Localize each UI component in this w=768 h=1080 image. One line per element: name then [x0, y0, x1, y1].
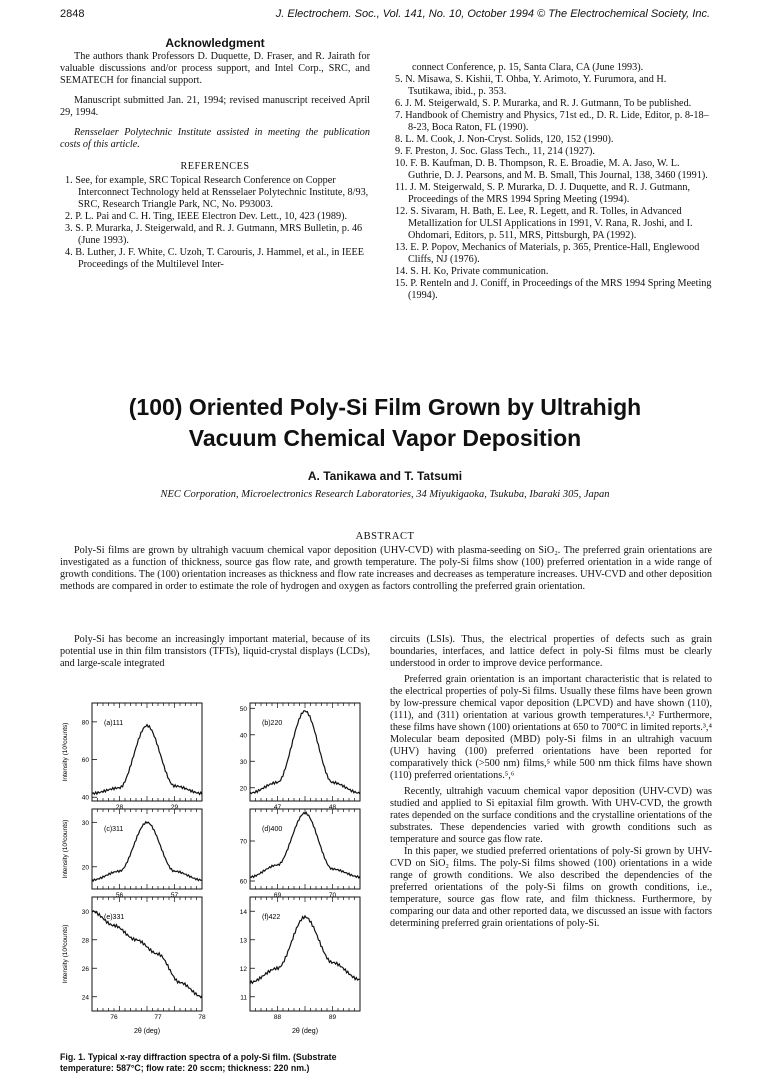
abstract-text: Poly-Si films are grown by ultrahigh vacuum chemical vapor deposition (UHV-CVD) with plasma-seeding on SiO₂. The preferred grain orientations are investigated as a function of thickness, source gas flow rate, and growth temperature. The poly-Si films show (100) preferred orientation in a wide range of growth conditions. The (100) orientation increases as thickness and flow rate increases and decreases as temperature increases. UHV-CVD and other deposition methods are compared in order to estimate the role of hydrogen and oxygen as factors controlling the preferred grain orientation.	[60, 545, 712, 592]
diffraction-curve	[92, 911, 202, 998]
y-tick-label: 11	[240, 994, 247, 1002]
body-paragraph: In this paper, we studied preferred orientations of poly-Si grown by UHV-CVD on SiO₂ films. The poly-Si films showed (100) orientations in a wide range of growth conditions. We also described the dependencies of the preferred orientations of the poly-Si films on growth conditions, i.e., temperature, source gas flow rate, and film thickness. Furthermore, by comparing our data and other reported data, we discussed an issue with factors determining preferred grain orientations of poly-Si.	[390, 846, 712, 929]
diffraction-curve	[250, 916, 360, 984]
diffraction-curve	[250, 812, 360, 878]
panel-label: (e)331	[104, 914, 125, 921]
panel-frame	[92, 703, 202, 801]
acknowledgment-text: The authors thank Professors D. Duquette, D. Fraser, and R. Jairath for valuable discussions and/or process support, and Intel Corp., SRC, and SEMATECH for financial support.	[60, 51, 370, 86]
publication-costs: Rensselaer Polytechnic Institute assisted in meeting the publication costs of this article.	[60, 127, 370, 150]
right-top-column	[390, 62, 712, 302]
y-tick-label: 13	[239, 937, 247, 945]
title-line-1: (100) Oriented Poly-Si Film Grown by Ultrahigh	[128, 394, 642, 420]
y-tick-label: 60	[239, 878, 247, 886]
x-tick-label: 69	[273, 892, 282, 899]
reference-item: 4. B. Luther, J. F. White, C. Uzoh, T. Carouris, J. Hammel, et al., in IEEE Proceedings of the Multilevel Inter-	[65, 247, 364, 270]
left-top-column	[60, 37, 370, 271]
x-tick-label: 57	[170, 892, 179, 899]
reference-item: 12. S. Sivaram, H. Bath, E. Lee, R. Legett, and R. Tolles, in Advanced Metallization for ULSI Applications in 1991, V. Rana, R. Joshi, and I. Ohdomari, Editors, p. 511, MRS, Pittsburgh, PA (1992).	[395, 206, 693, 241]
x-tick-label: 70	[328, 892, 337, 899]
reference-item: connect Conference, p. 15, Santa Clara, CA (June 1993).	[412, 62, 644, 73]
y-tick-label: 30	[239, 758, 247, 766]
y-tick-label: 60	[81, 757, 89, 765]
abstract-heading: ABSTRACT	[355, 531, 415, 542]
x-axis-label: 2θ (deg)	[133, 1028, 161, 1035]
page-number: 2848	[60, 8, 85, 20]
y-tick-label: 40	[239, 732, 247, 740]
y-tick-label: 26	[81, 965, 89, 973]
y-tick-label: 12	[239, 965, 247, 973]
references-heading: REFERENCES	[180, 161, 250, 172]
reference-item: 2. P. L. Pai and C. H. Ting, IEEE Electron Dev. Lett., 10, 423 (1989).	[65, 211, 348, 222]
acknowledgment-heading: Acknowledgment	[165, 36, 265, 50]
x-tick-label: 78	[198, 1014, 206, 1021]
y-tick-label: 30	[81, 819, 89, 827]
reference-item: 14. S. H. Ko, Private communication.	[395, 266, 549, 277]
x-tick-label: 77	[154, 1014, 162, 1021]
reference-item: 7. Handbook of Chemistry and Physics, 71st ed., D. R. Lide, Editor, p. 8-18–8-23, Boca Raton, FL (1990).	[395, 110, 709, 133]
body-paragraph: Recently, ultrahigh vacuum chemical vapor deposition (UHV-CVD) was studied and applied to Si epitaxial film growth. With UHV-CVD, the growth rates depended on the surface conditions and the crystalline orientations of the substrates. These dependencies varied with growth conditions such as temperature and source gas flow rate.	[390, 786, 712, 845]
y-axis-label: Intensity (10³counts)	[62, 819, 69, 879]
x-tick-label: 89	[328, 1014, 337, 1021]
reference-item: 6. J. M. Steigerwald, S. P. Murarka, and R. J. Gutmann, To be published.	[395, 98, 692, 109]
body-paragraph: Preferred grain orientation is an important characteristic that is related to the electrical properties of poly-Si films. Usually these films have been grown by low-pressure chemical vapor deposition (LPCVD) and have shown (110), (111), and (311) orientation at various growth temperatures.¹,² Furthermore, these films have shown (100) orientations at 650 to 700°C in limited reports.³,⁴ Molecular beam deposited (MBD) poly-Si films in an ultrahigh vacuum (UHV) having (100) preferred orientations have been reported for comparatively thick (>500 nm) films,⁵ while 500 nm thick films have shown (110) preferred orientations.⁵,⁶	[390, 674, 712, 781]
y-tick-label: 80	[81, 719, 89, 727]
reference-item: 15. P. Renteln and J. Coniff, in Proceedings of the MRS 1994 Spring Meeting (1994).	[395, 278, 712, 301]
body-paragraph: circuits (LSIs). Thus, the electrical properties of defects such as grain boundaries, interfaces, and lattice defect in poly-Si films must be clearly understood in order to improve device performance.	[390, 634, 712, 669]
x-tick-label: 56	[115, 892, 124, 899]
article-title	[60, 392, 710, 454]
xrd-spectra-figure	[55, 683, 370, 1053]
manuscript-dates: Manuscript submitted Jan. 21, 1994; revised manuscript received April 29, 1994.	[60, 95, 370, 118]
y-tick-label: 70	[239, 838, 247, 846]
panel-label: (f)422	[262, 914, 281, 921]
y-axis-label: Intensity (10³counts)	[62, 924, 69, 984]
reference-item: 5. N. Misawa, S. Kishii, T. Ohba, Y. Arimoto, Y. Furumora, and H. Tsutikawa, ibid., p. 353.	[395, 74, 667, 97]
reference-item: 8. L. M. Cook, J. Non-Cryst. Solids, 120, 152 (1990).	[395, 134, 614, 145]
title-line-2: Vacuum Chemical Vapor Deposition	[188, 425, 582, 451]
reference-item: 9. F. Preston, J. Soc. Glass Tech., 11, 214 (1927).	[395, 146, 595, 157]
figure-1	[55, 683, 370, 1053]
panel-label: (b)220	[262, 720, 283, 727]
x-tick-label: 47	[273, 804, 282, 811]
reference-item: 3. S. P. Murarka, J. Steigerwald, and R. J. Gutmann, MRS Bulletin, p. 46 (June 1993).	[65, 223, 363, 246]
y-tick-label: 14	[239, 908, 247, 916]
reference-item: 11. J. M. Steigerwald, S. P. Murarka, D. J. Duquette, and R. J. Gutmann, Proceedings of the MRS 1994 Spring Meeting (1994).	[395, 182, 691, 205]
x-tick-label: 76	[110, 1014, 118, 1021]
body-right-column	[390, 634, 712, 930]
x-tick-label: 28	[115, 804, 124, 811]
y-tick-label: 30	[81, 908, 89, 916]
panel-label: (d)400	[262, 826, 283, 833]
y-tick-label: 50	[239, 705, 247, 713]
y-tick-label: 24	[81, 994, 89, 1002]
x-axis-label: 2θ (deg)	[291, 1028, 319, 1035]
y-tick-label: 28	[81, 937, 89, 945]
y-tick-label: 40	[81, 794, 89, 802]
panel-frame	[250, 809, 360, 889]
y-tick-label: 20	[239, 785, 247, 793]
body-left-column	[60, 634, 370, 670]
y-axis-label: Intensity (10³counts)	[62, 722, 69, 782]
reference-item: 13. E. P. Popov, Mechanics of Materials, p. 365, Prentice-Hall, Englewood Cliffs, NJ (1976).	[395, 242, 700, 265]
authors: A. Tanikawa and T. Tatsumi	[307, 469, 463, 483]
diffraction-curve	[92, 725, 202, 795]
figure-caption: Fig. 1. Typical x-ray diffraction spectra of a poly-Si film. (Substrate temperature: 587°C; flow rate: 20 sccm; thickness: 220 nm.)	[60, 1052, 337, 1073]
x-tick-label: 29	[170, 804, 179, 811]
affiliation: NEC Corporation, Microelectronics Research Laboratories, 34 Miyukigaoka, Tsukuba, Ibaraki 305, Japan	[160, 489, 610, 500]
reference-item: 1. See, for example, SRC Topical Research Conference on Copper Interconnect Technology held at Rensselaer Polytechnic Institute, 8/93, SRC, Research Triangle Park, NC, No. P93003.	[65, 175, 369, 210]
panel-label: (a)111	[104, 720, 124, 727]
x-tick-label: 48	[328, 804, 337, 811]
panel-label: (c)311	[104, 826, 124, 833]
y-tick-label: 20	[81, 864, 89, 872]
x-tick-label: 88	[273, 1014, 282, 1021]
body-paragraph: Poly-Si has become an increasingly important material, because of its potential use in thin film transistors (TFTs), liquid-crystal displays (LCDs), and large-scale integrated	[60, 634, 370, 669]
panel-frame	[92, 809, 202, 889]
reference-item: 10. F. B. Kaufman, D. B. Thompson, R. E. Broadie, M. A. Jaso, W. L. Guthrie, D. J. Pearsons, and M. B. Small, This Journal, 138, 3460 (1991).	[395, 158, 708, 181]
running-head: J. Electrochem. Soc., Vol. 141, No. 10, October 1994 © The Electrochemical Society, Inc.	[275, 8, 710, 20]
